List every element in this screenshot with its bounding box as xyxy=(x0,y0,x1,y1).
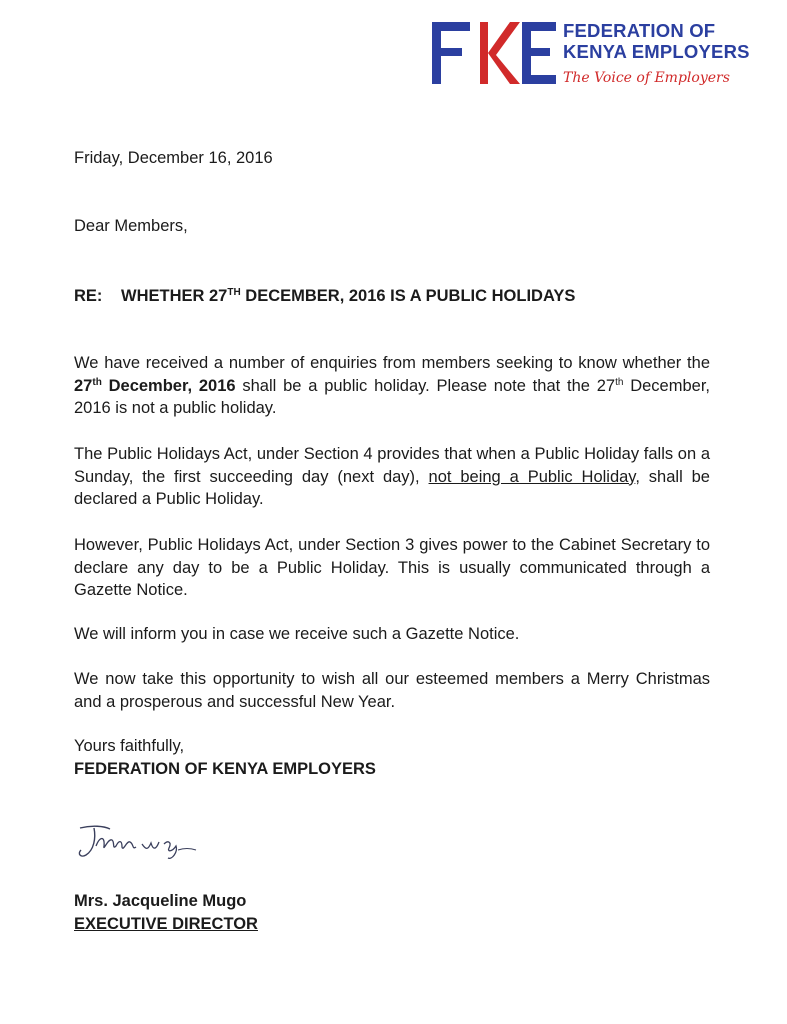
para1-bold-day: 27 xyxy=(74,376,93,395)
fke-logo xyxy=(430,16,560,96)
subject-superscript: TH xyxy=(227,287,241,298)
paragraph-gazette: We will inform you in case we receive such a Gazette Notice. xyxy=(74,625,520,643)
para1-text-3: December, 2016 is not a public holiday. xyxy=(74,376,710,417)
para1-sup-2: th xyxy=(615,376,624,388)
subject-text-post: DECEMBER, 2016 IS A PUBLIC HOLIDAYS xyxy=(240,287,576,305)
paragraph-section-3: However, Public Holidays Act, under Section 3 gives power to the Cabinet Secretary to declare any day to be a Public Holiday. This is usually communicated through a Gazette Notice. xyxy=(74,536,710,599)
subject-label: RE: xyxy=(74,287,103,305)
salutation: Dear Members, xyxy=(74,217,188,235)
paragraph-section-4 xyxy=(74,443,710,511)
subject-text-pre: WHETHER 27 xyxy=(121,287,228,305)
org-name-line1: FEDERATION OF xyxy=(563,20,716,41)
letter-date: Friday, December 16, 2016 xyxy=(74,149,273,167)
para2-text-1: The Public Holidays Act, under Section 4 provides that when a Public Holiday falls on a Sunday, the first succeeding day (next day), xyxy=(74,445,710,486)
para1-bold-month: December, 2016 xyxy=(101,376,236,395)
letterhead xyxy=(430,16,760,96)
org-name-line2: KENYA EMPLOYERS xyxy=(563,41,750,62)
para2-text-2: , shall be declared a Public Holiday. xyxy=(74,467,710,508)
paragraph-enquiries xyxy=(74,352,710,420)
signature-image xyxy=(72,822,202,866)
closing: Yours faithfully, xyxy=(74,737,185,755)
paragraph-greetings: We now take this opportunity to wish all our esteemed members a Merry Christmas and a prosperous and successful New Year. xyxy=(74,670,710,711)
org-tagline: The Voice of Employers xyxy=(563,70,730,86)
org-signoff: FEDERATION OF KENYA EMPLOYERS xyxy=(74,760,376,778)
signer-title xyxy=(74,913,710,936)
para1-text-1: We have received a number of enquiries from members seeking to know whether the xyxy=(74,354,710,372)
signer-name: Mrs. Jacqueline Mugo xyxy=(74,892,247,910)
para1-bold-date xyxy=(74,377,236,395)
para1-text-2: shall be a public holiday. Please note that the 27 xyxy=(235,376,616,395)
subject-line xyxy=(74,285,710,308)
brand-text xyxy=(563,20,763,86)
para2-underlined: not being a Public Holiday xyxy=(428,467,636,486)
signer-title-text: EXECUTIVE DIRECTOR xyxy=(74,915,258,933)
para1-bold-sup: th xyxy=(92,376,102,388)
